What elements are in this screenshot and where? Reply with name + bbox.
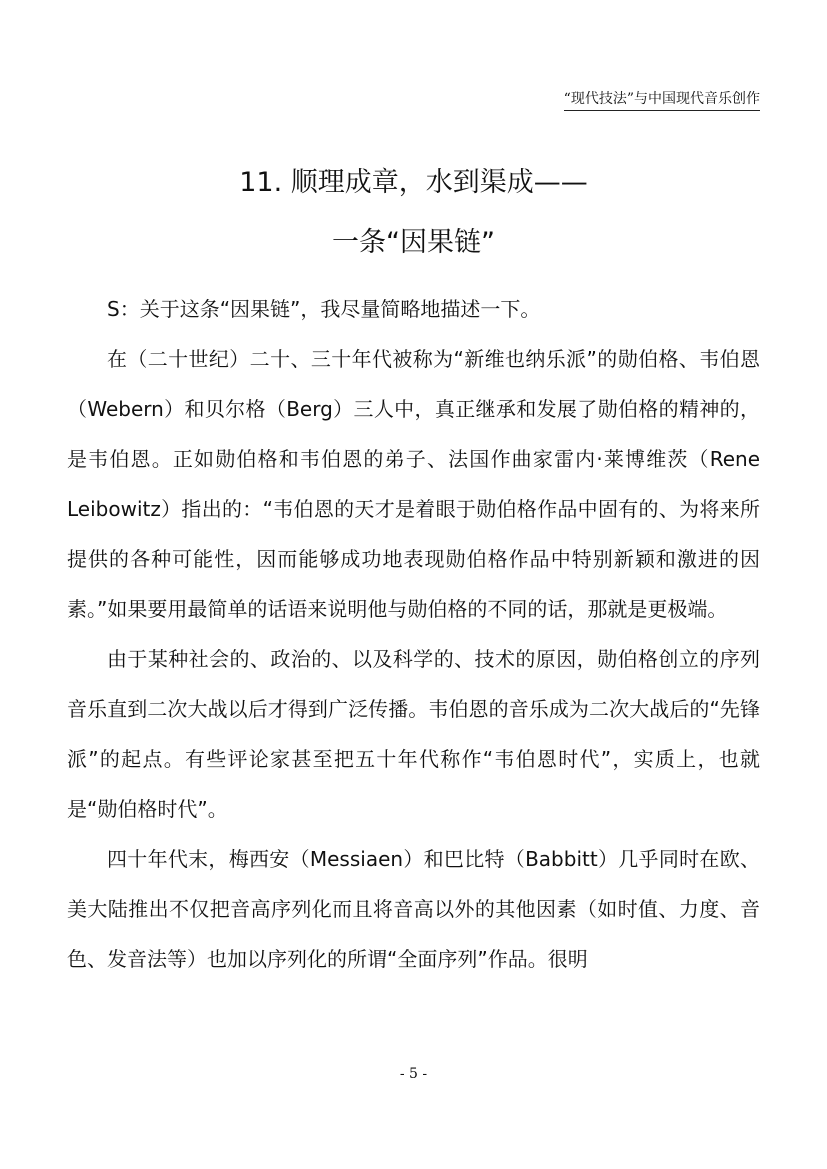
running-header: “现代技法”与中国现代音乐创作 bbox=[564, 89, 760, 111]
section-title-line-2: 一条“因果链” bbox=[332, 227, 495, 258]
section-title-line-1: 11. 顺理成章，水到渠成—— bbox=[239, 167, 588, 198]
paragraph-1: S：关于这条“因果链”，我尽量简略地描述一下。 bbox=[107, 297, 541, 321]
paragraph-2: 在（二十世纪）二十、三十年代被称为“新维也纳乐派”的勋伯格、韦伯恩（Webern）和贝尔格（Berg）三人中，真正继承和发展了勋伯格的精神的，是韦伯恩。正如勋伯格和韦伯恩的弟子、法国作曲家雷内·莱博维茨（Rene Leibowitz）指出的：“韦伯恩的天才是着眼于勋伯格作品中固有的、为将来所提供的各种可能性，因而能够成功地表现勋伯格作品中特别新颖和激进的因素。”如果要用最简单的话语来说明他与勋伯格的不同的话，那就是更极端。 bbox=[67, 347, 760, 621]
page-number: - 5 - bbox=[399, 1066, 428, 1082]
paragraph-4: 四十年代末，梅西安（Messiaen）和巴比特（Babbitt）几乎同时在欧、美大陆推出不仅把音高序列化而且将音高以外的其他因素（如时值、力度、音色、发音法等）也加以序列化的所谓“全面序列”作品。很明 bbox=[67, 847, 760, 971]
body-text bbox=[67, 284, 760, 984]
paragraph-3: 由于某种社会的、政治的、以及科学的、技术的原因，勋伯格创立的序列音乐直到二次大战以后才得到广泛传播。韦伯恩的音乐成为二次大战后的“先锋派”的起点。有些评论家甚至把五十年代称作“韦伯恩时代”，实质上，也就是“勋伯格时代”。 bbox=[67, 647, 760, 821]
